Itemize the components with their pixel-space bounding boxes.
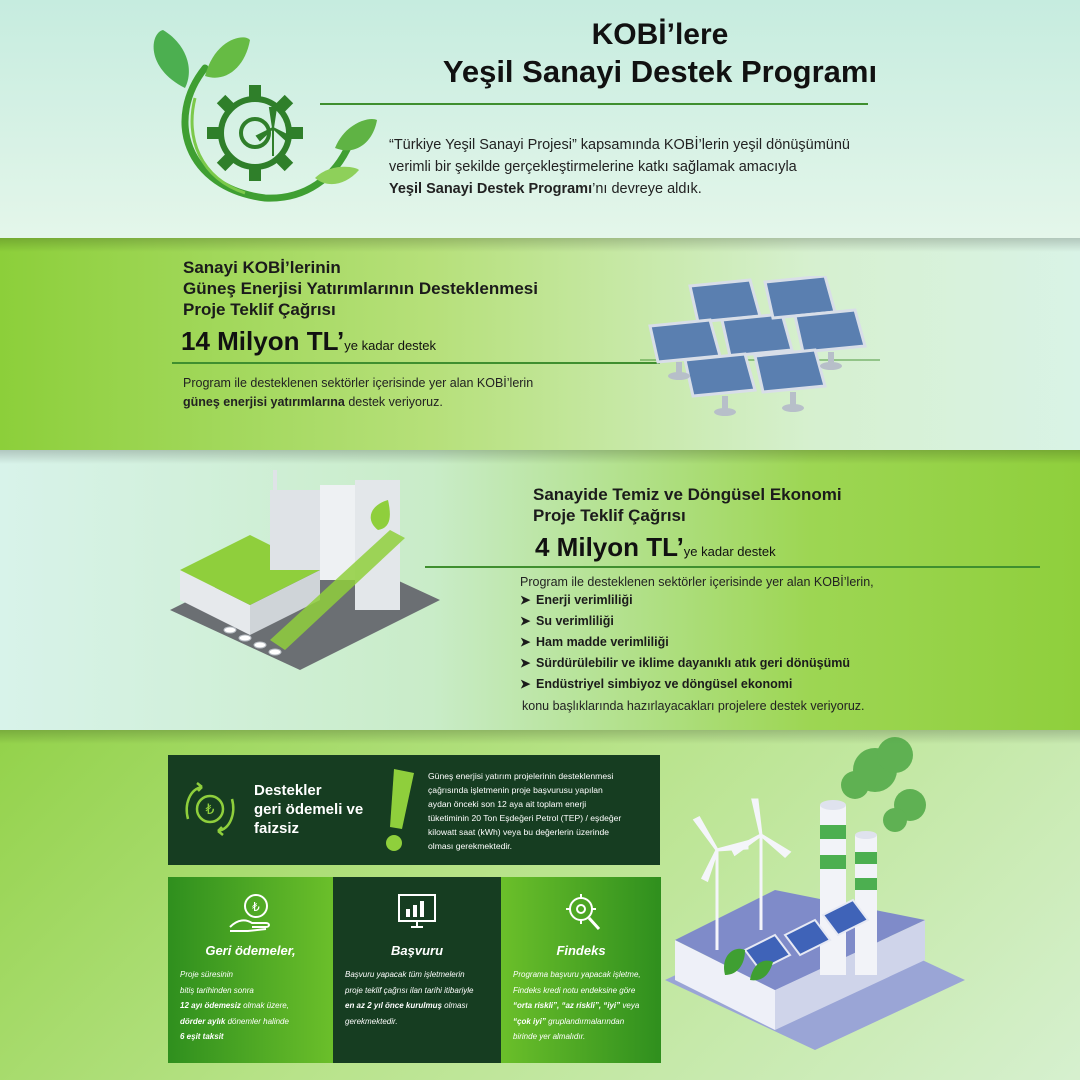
desc-line: Program ile desteklenen sektörler içerisinde yer alan KOBİ’lerin bbox=[183, 376, 534, 390]
section-shadow bbox=[0, 450, 1080, 464]
note-line: tüketiminin 20 Ton Eşdeğeri Petrol (TEP) / eşdeğer bbox=[428, 813, 622, 823]
solar-title-line3: Proje Teklif Çağrısı bbox=[183, 300, 336, 319]
lira-hands-icon bbox=[180, 779, 240, 839]
intro-text bbox=[389, 134, 889, 200]
intro-line: verimli bir şekilde gerçekleştirmelerine katkı sağlamak amacıyla bbox=[389, 159, 797, 175]
card-bold: en az 2 yıl önce kurulmuş bbox=[345, 1001, 442, 1010]
card-bold: “çok iyi” bbox=[513, 1016, 546, 1026]
headline-line: Destekler bbox=[254, 782, 322, 799]
repayment-card bbox=[168, 877, 333, 1063]
solar-panels-icon bbox=[640, 276, 880, 426]
solar-amount bbox=[181, 326, 436, 357]
card-line: Findeks kredi notu endeksine göre bbox=[513, 985, 636, 995]
list-item bbox=[520, 590, 850, 611]
note-line: aydan önceki son 12 aya ait toplam enerji bbox=[428, 799, 587, 809]
note-line: çağrısında işletmenin proje başvurusu yapılan bbox=[428, 785, 603, 795]
chevron-right-icon: ➤ bbox=[520, 656, 531, 670]
support-section bbox=[0, 730, 1080, 1080]
support-info-box bbox=[168, 755, 660, 865]
card-title: Başvuru bbox=[390, 943, 444, 958]
card-line: olmak üzere, bbox=[240, 1001, 289, 1010]
card-line: gerekmektedir. bbox=[345, 1016, 398, 1026]
solar-description bbox=[183, 374, 533, 412]
card-line: Başvuru yapacak tüm işletmelerin bbox=[345, 970, 465, 979]
card-bold: 12 ayı ödemesiz bbox=[180, 1001, 241, 1010]
card-body bbox=[345, 967, 493, 1029]
exclamation-icon bbox=[380, 769, 416, 855]
page-title-line2: Yeşil Sanayi Destek Programı bbox=[442, 54, 878, 89]
card-line: veya bbox=[620, 1001, 640, 1010]
section-shadow bbox=[0, 238, 1080, 252]
circular-title-line2: Proje Teklif Çağrısı bbox=[533, 506, 686, 525]
card-body bbox=[513, 967, 653, 1045]
header-section bbox=[0, 0, 1080, 238]
list-item-label: Sürdürülebilir ve iklime dayanıklı atık geri dönüşümü bbox=[536, 656, 850, 670]
intro-line: “Türkiye Yeşil Sanayi Projesi” kapsamında KOBİ’lerin yeşil dönüşümünü bbox=[389, 137, 850, 153]
circular-topics-list bbox=[520, 590, 850, 695]
list-item-label: Enerji verimliliği bbox=[536, 593, 633, 607]
card-line: birinde yer almalıdır. bbox=[513, 1032, 586, 1041]
card-bold: dörder aylık bbox=[180, 1016, 226, 1026]
amount-suffix: ye kadar destek bbox=[344, 338, 437, 353]
solar-call-section bbox=[0, 238, 1080, 450]
list-item bbox=[520, 653, 850, 674]
program-name: Yeşil Sanayi Destek Programı bbox=[389, 181, 593, 197]
card-line: bitiş tarihinden sonra bbox=[180, 985, 254, 995]
card-body bbox=[180, 967, 325, 1045]
solar-title-line2: Güneş Enerjisi Yatırımlarının Desteklenmesi bbox=[183, 279, 538, 298]
chevron-right-icon: ➤ bbox=[520, 635, 531, 649]
amount-value: 14 Milyon TL’ bbox=[181, 326, 345, 356]
circular-divider bbox=[520, 566, 1040, 568]
support-headline bbox=[254, 781, 363, 838]
note-line: kilowatt saat (kWh) veya bu değerlerin üzerinde bbox=[428, 827, 610, 837]
card-line: Proje süresinin bbox=[180, 970, 233, 979]
note-line: Güneş enerjisi yatırım projelerinin desteklenmesi bbox=[428, 771, 614, 781]
lira-hand-icon bbox=[226, 891, 276, 935]
circular-intro: Program ile desteklenen sektörler içerisinde yer alan KOBİ’lerin, bbox=[520, 575, 874, 589]
intro-line-end: ’nı devreye aldık. bbox=[592, 181, 702, 197]
chevron-right-icon: ➤ bbox=[520, 677, 531, 691]
note-line: olması gerekmektedir. bbox=[428, 841, 513, 851]
card-title: Findeks bbox=[556, 943, 606, 958]
desc-rest: destek veriyoruz. bbox=[344, 395, 443, 409]
headline-line: geri ödemeli ve bbox=[254, 801, 364, 818]
card-bold: “orta riskli”, “az riskli”, “iyi” bbox=[513, 1001, 621, 1010]
circular-outro: konu başlıklarında hazırlayacakları projelere destek veriyoruz. bbox=[522, 699, 865, 713]
amount-suffix: ye kadar destek bbox=[683, 544, 776, 559]
application-card bbox=[333, 877, 501, 1063]
list-item-label: Endüstriyel simbiyoz ve döngüsel ekonomi bbox=[536, 677, 793, 691]
circular-amount bbox=[535, 532, 776, 563]
leaf-gear-wind-turbine-icon bbox=[145, 28, 385, 213]
card-line: Programa başvuru yapacak işletme, bbox=[513, 970, 641, 979]
card-title: Geri ödemeler, bbox=[205, 943, 296, 958]
chart-monitor-icon bbox=[395, 891, 439, 931]
title-divider bbox=[320, 103, 868, 105]
list-item bbox=[520, 611, 850, 632]
svg-text:₺: ₺ bbox=[251, 900, 260, 914]
headline-line: faizsiz bbox=[254, 820, 300, 837]
circular-title-line1: Sanayide Temiz ve Döngüsel Ekonomi bbox=[533, 485, 842, 504]
list-item bbox=[520, 674, 850, 695]
amount-value: 4 Milyon TL’ bbox=[535, 532, 684, 562]
svg-text:₺: ₺ bbox=[205, 802, 215, 818]
factory-icon bbox=[160, 470, 440, 670]
list-item-label: Ham madde verimliliği bbox=[536, 635, 669, 649]
card-line: proje teklif çağrısı ilan tarihi itibariyle bbox=[345, 985, 474, 995]
card-line: dönemler halinde bbox=[225, 1016, 289, 1026]
list-item-label: Su verimliliği bbox=[536, 614, 614, 628]
list-item bbox=[520, 632, 850, 653]
chevron-right-icon: ➤ bbox=[520, 593, 531, 607]
page-title-line1: KOBİ’lere bbox=[591, 18, 729, 51]
support-note bbox=[428, 769, 621, 853]
findeks-card bbox=[501, 877, 661, 1063]
magnifier-gear-icon bbox=[559, 891, 603, 935]
card-line: olması bbox=[441, 1001, 468, 1010]
desc-bold: güneş enerjisi yatırımlarına bbox=[183, 395, 345, 409]
green-factory-wind-turbines-icon bbox=[665, 730, 965, 1060]
chevron-right-icon: ➤ bbox=[520, 614, 531, 628]
card-line: gruplandırmalarından bbox=[545, 1016, 625, 1026]
solar-title-line1: Sanayi KOBİ’lerinin bbox=[183, 258, 341, 277]
solar-divider bbox=[172, 362, 660, 364]
card-bold: 6 eşit taksit bbox=[180, 1032, 224, 1041]
circular-economy-section bbox=[0, 450, 1080, 730]
